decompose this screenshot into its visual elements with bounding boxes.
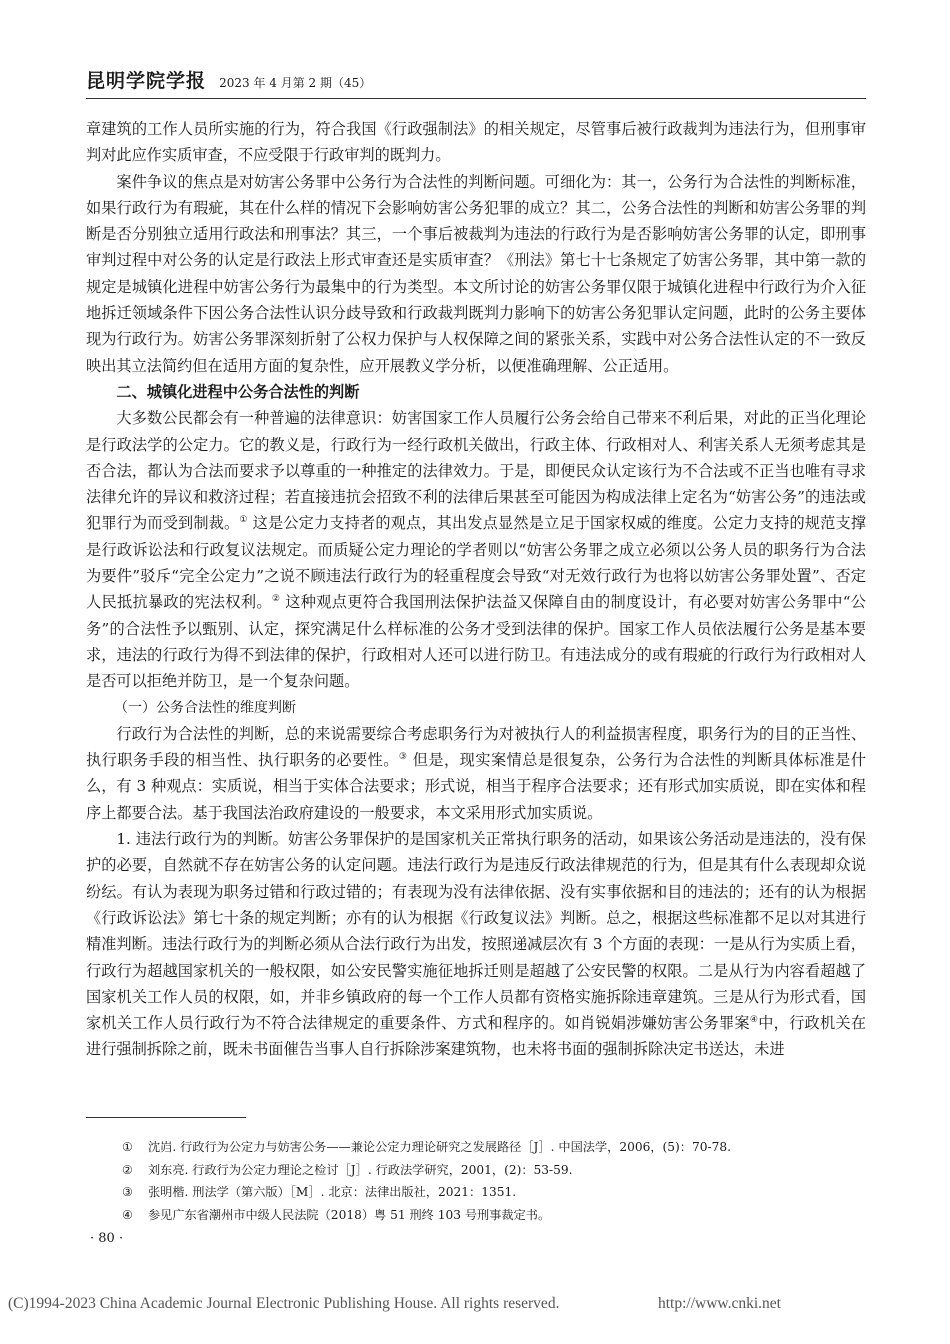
footnote-item [122, 1204, 866, 1227]
footnote-text: 张明楷. 刑法学（第六版）［M］. 北京：法律出版社，2021：1351. [148, 1185, 517, 1199]
footnote-item [122, 1181, 866, 1204]
copyright-notice: (C)1994-2023 China Academic Journal Electronic Publishing House. All rights reserved. [8, 1295, 560, 1312]
footnote-mark: ① [122, 1140, 133, 1154]
paragraph [86, 826, 866, 1063]
paragraph [86, 405, 866, 694]
running-header [86, 66, 866, 96]
footnote-ref[interactable]: ③ [398, 752, 408, 763]
footnote-text: 刘东亮. 行政行为公定力理论之检讨［J］. 行政法学研究，2001，(2)：53-59. [148, 1162, 573, 1177]
footnote-mark: ④ [122, 1207, 133, 1222]
subsection-heading: （一）公务合法性的维度判断 [114, 699, 296, 716]
footnote-mark: ③ [122, 1185, 133, 1199]
paragraph-text: 这是公定力支持者的观点，其出发点显然是立足于国家权威的维度。公定力支持的规范支撑是行政诉讼法和行政复议法规定。而质疑公定力理论的学者则以“妨害公务罪之成立必须以公务人员的职务行为合法为要件”驳斥“完全公定力”之说不顾违法行政行为的轻重程度会导致“对无效行政行为也将以妨害公务罪处置”、否定人民抵抗暴政的宪法权利。 [86, 514, 867, 612]
paragraph-text: 这种观点更符合我国刑法保护法益又保障自由的制度设计，有必要对妨害公务罪中“公务”的合法性予以甄别、认定，探究满足什么样标准的公务才受到法律的保护。国家工作人员依法履行公务是基本要求，违法的行政行为得不到法律的保护，行政相对人还可以进行防卫。有违法成分的或有瑕疵的行政行为行政相对人是否可以拒绝并防卫，是一个复杂问题。 [86, 593, 866, 691]
footnote-item [122, 1159, 866, 1182]
footnote-mark: ② [122, 1162, 133, 1177]
paragraph [86, 721, 866, 826]
footnote-divider [86, 1117, 246, 1118]
journal-title: 昆明学院学报 [86, 70, 207, 92]
footnote-ref[interactable]: ② [271, 594, 281, 605]
page-number: · 80 · [90, 1231, 124, 1246]
paragraph-text: 大多数公民都会有一种普遍的法律意识：妨害国家工作人员履行公务会给自己带来不利后果，对此的正当化理论是行政法学的公定力。它的教义是，行政行为一经行政机关做出，行政主体、行政相对人、利害关系人无须考虑其是否合法，都认为合法而要求予以尊重的一种推定的法律效力。于是，即便民众认定该行为不合法或不正当也唯有寻求法律允许的异议和救济过程；若直接违抗会招致不利的法律后果甚至可能因为构成法律上定名为“妨害公务”的违法或犯罪行为而受到制裁。 [86, 409, 866, 533]
copyright-footer [8, 1295, 942, 1313]
article-body [86, 116, 866, 1063]
footnote-text: 参见广东省潮州市中级人民法院（2018）粤 51 刑终 103 号刑事裁定书。 [148, 1207, 551, 1222]
header-divider [86, 98, 866, 99]
footnote-ref[interactable]: ① [239, 515, 248, 526]
paragraph: 案件争议的焦点是对妨害公务罪中公务行为合法性的判断问题。可细化为：其一，公务行为合法性的判断标准，如果行政行为有瑕疵，其在什么样的情况下会影响妨害公务犯罪的成立？其二，公务合法性的判断和妨害公务罪的判断是否分别独立适用行政法和刑事法？其三，一个事后被裁判为违法的行政行为是否影响妨害公务罪的认定，即刑事审判过程中对公务的认定是行政法上形式审查还是实质审查？《刑法》第七十七条规定了妨害公务罪，其中第一款的规定是城镇化进程中妨害公务行为最集中的行为类型。本文所讨论的妨害公务罪仅限于城镇化进程中行政行为介入征地拆迁领域条件下因公务合法性认识分歧导致和行政裁判既判力影响下的妨害公务犯罪认定问题，此时的公务主要体现为行政行为。妨害公务罪深刻折射了公权力保护与人权保障之间的紧张关系，实践中对公务合法性认定的不一致反映出其立法简约但在适用方面的复杂性，应开展教义学分析，以便准确理解、公正适用。 [86, 172, 866, 375]
paragraph-text: 1. 违法行政行为的判断。妨害公务罪保护的是国家机关正常执行职务的活动，如果该公务活动是违法的，没有保护的必要，自然就不存在妨害公务的认定问题。违法行政行为是违反行政法律规范的行为，但是其有什么表现却众说纷纭。有认为表现为职务过错和行政过错的；有表现为没有法律依据、没有实事依据和目的违法的；还有的认为根据《行政诉讼法》第七十条的规定判断；亦有的认为根据《行政复议法》判断。总之，根据这些标准都不足以对其进行精准判断。违法行政行为的判断必须从合法行政行为出发，按照递减层次有 3 个方面的表现：一是从行为实质上看，行政行为超越国家机关的一般权限，如公安民警实施征地拆迁则是超越了公安民警的权限。二是从行为内容看超越了国家机关工作人员的权限，如，并非乡镇政府的每一个工作人员都有资格实施拆除违章建筑。三是从行为形式看，国家机关工作人员行政行为不符合法律规定的重要条件、方式和程序的。如肖锐娟涉嫌妨害公务罪案 [86, 830, 866, 1033]
footnote-item [122, 1136, 866, 1159]
footnote-text: 沈岿. 行政行为公定力与妨害公务——兼论公定力理论研究之发展路径［J］. 中国法学，2006，(5)：70-78. [148, 1140, 731, 1154]
paragraph-text: 但是，现实案情总是很复杂，公务行为合法性的判断具体标准是什么，有 3 种观点：实质说，相当于实体合法要求；形式说，相当于程序合法要求；还有形式加实质说，即在实体和程序上都要合法。基于我国法治政府建设的一般要求，本文采用形式加实质说。 [86, 751, 867, 822]
footnote-ref[interactable]: ④ [749, 1015, 759, 1026]
source-site-link[interactable]: http://www.cnki.net [658, 1295, 781, 1312]
paragraph-text: 行政行为合法性的判断，总的来说需要综合考虑职务行为对被执行人的利益损害程度，职务行为的目的正当性、执行职务手段的相当性、执行职务的必要性。 [86, 724, 866, 770]
issue-info: 2023 年 4 月第 2 期（45） [219, 76, 372, 90]
paragraph: 章建筑的工作人员所实施的行为，符合我国《行政强制法》的相关规定，尽管事后被行政裁判为违法行为，但刑事审判对此应作实质审查，不应受限于行政审判的既判力。 [86, 120, 866, 165]
section-heading: 二、城镇化进程中公务合法性的判断 [116, 382, 360, 401]
footnotes [122, 1136, 866, 1226]
paragraph-text: 中，行政机关在进行强制拆除之前，既未书面催告当事人自行拆除涉案建筑物，也未将书面的强制拆除决定书送达，未进 [86, 1014, 867, 1059]
